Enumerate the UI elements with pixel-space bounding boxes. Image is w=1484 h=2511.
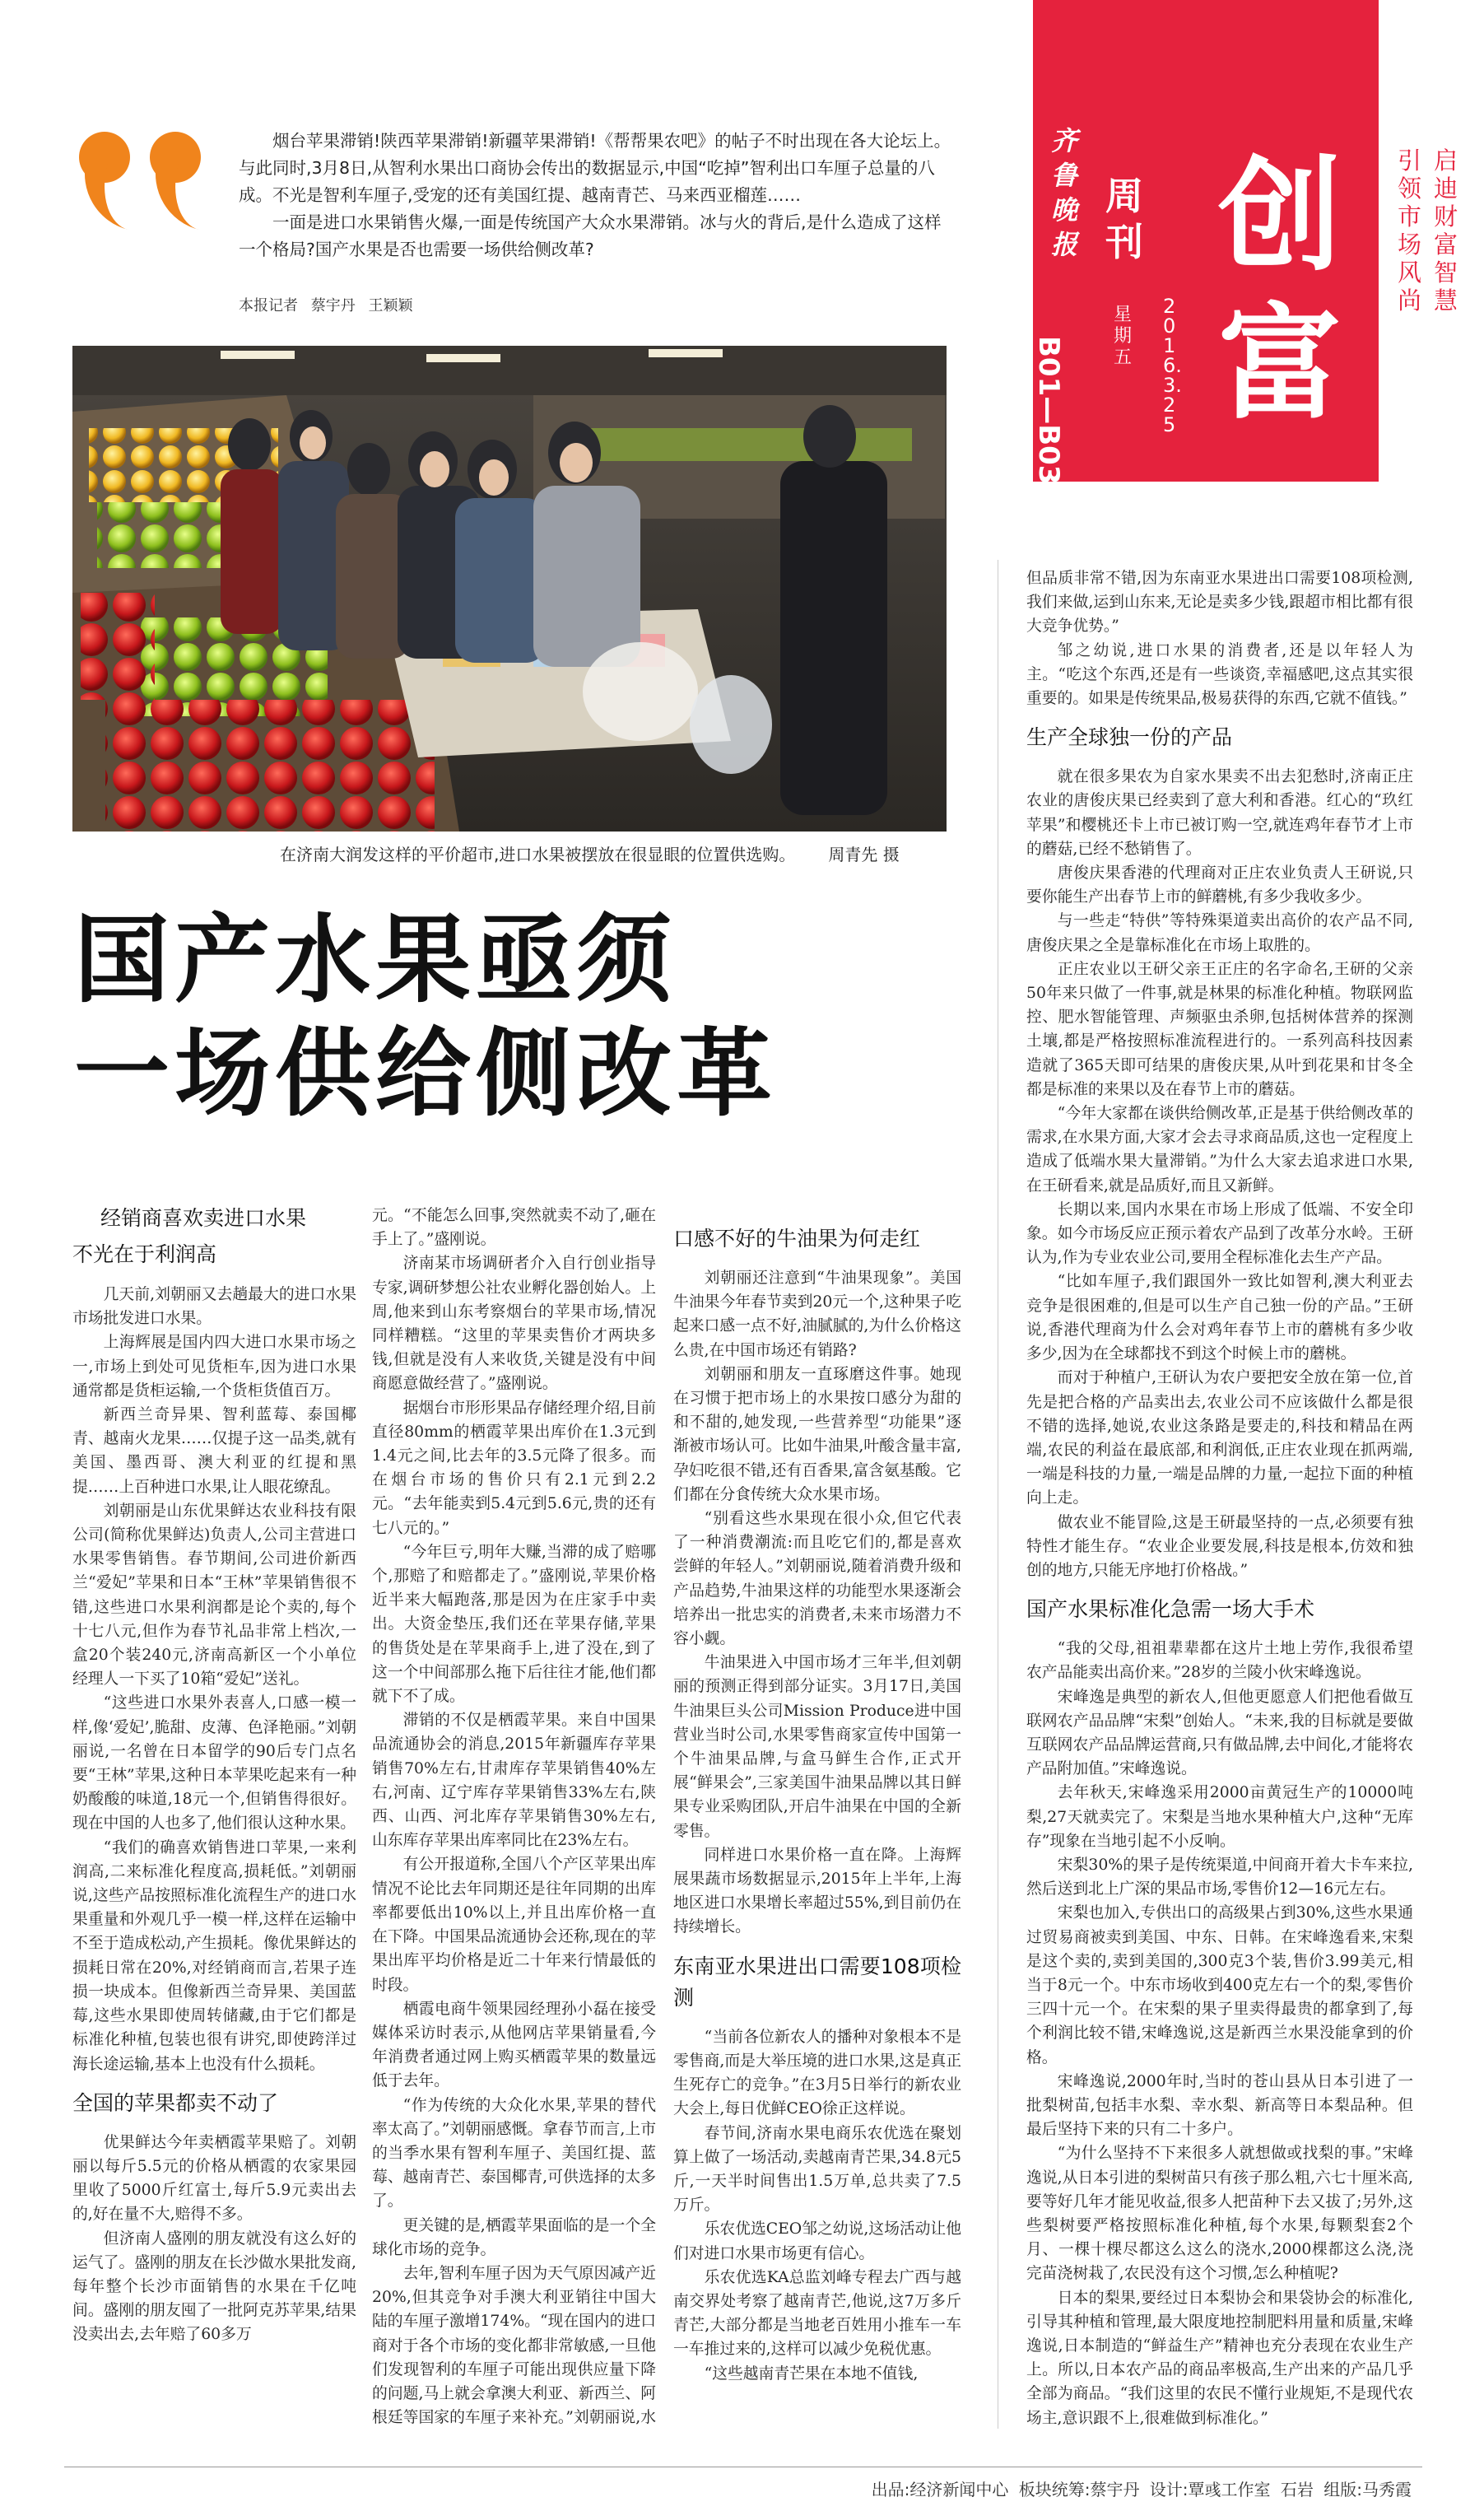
section-subhead: 不光在于利润高 bbox=[72, 1242, 217, 1266]
paragraph: 几天前,刘朝丽又去趟最大的进口水果市场批发进口水果。 bbox=[72, 1286, 356, 1328]
paragraph: “今年巨亏,明年大赚,当滞的成了赔哪个,那赔了和赔都走了。”盛刚说,苹果价格近半来大幅跑落,那是因为在庄家手中卖出。大资金垫压,我们还在苹果存储,苹果的售货处是在苹果商手上,进了没在,到了这一个中间部那么拖下后往往才能,他们都就下不了成。 bbox=[372, 1543, 656, 1706]
paragraph: 刘朝丽和朋友一直琢磨这件事。她现在习惯于把市场上的水果按口感分为甜的和不甜的,她发现,一些营养型“功能果”逐渐被市场认可。比如牛油果,叶酸含量丰富,孕妇吃很不错,还有百香果,富含氨基酸。它们都在分食传统大众水果市场。 bbox=[673, 1365, 961, 1503]
paragraph bbox=[1026, 2430, 1413, 2431]
paragraph: 宋梨也加入,专供出口的高级果占到30%,这些水果通过贸易商被卖到美国、中东、日韩。在宋峰逸看来,宋梨是这个卖的,卖到美国的,300克3个装,售价3.99美元,相当于8元一个。中东市场收到400克左右一个的梨,零售价三四十元一个。在宋梨的果子里卖得最贵的都拿到了,每个利润比较不错,宋峰逸说,这是新西兰水果没能拿到的价格。 bbox=[1026, 1904, 1413, 2066]
issue-date: 2016.3.25 bbox=[1163, 295, 1182, 436]
paragraph: 乐农优选CEO邹之幼说,这场活动让他们对进口水果市场更有信心。 bbox=[673, 2220, 961, 2262]
section-heading: 口感不好的牛油果为何走红 bbox=[673, 1227, 921, 1251]
paragraph: 日本的梨果,要经过日本梨协会和果袋协会的标准化,引导其种植和管理,最大限度地控制肥料用量和质量,宋峰逸说,日本制造的“鲜益生产”精神也充分表现在农业生产上。所以,日本农产品的商品率极高,生产出来的产品几乎全部为商品。“我们这里的农民不懂行业规矩,不是现代农场主,意识跟不上,很难做到标准化。” bbox=[1026, 2289, 1413, 2427]
section-heading: 全国的苹果都卖不动了 bbox=[72, 2090, 279, 2115]
paragraph: 而对于种植户,王研认为农户要把安全放在第一位,首先是把合格的产品卖出去,农业公司不应该做什么都是很不错的选择,她说,农业这条路是要走的,科技和精品在两端,农民的利益在最底部,和利润低,正庄农业现在抓两端,一端是科技的力量,一端是品牌的力量,一起拉下面的种植向上走。 bbox=[1026, 1369, 1413, 1507]
paragraph: 更关键的是,栖霞苹果面临的是一个全球化市场的竞争。 bbox=[372, 2216, 656, 2258]
paragraph: “作为传统的大众化水果,苹果的替代率太高了。”刘朝丽感慨。拿春节而言,上市的当季水果有智利车厘子、美国红提、蓝莓、越南青芒、泰国椰青,可供选择的太多了。 bbox=[372, 2096, 656, 2211]
paragraph: “别看这些水果现在很小众,但它代表了一种消费潮流:而且吃它们的,都是喜欢尝鲜的年轻人。”刘朝丽说,随着消费升级和产品趋势,牛油果这样的功能型水果逐渐会培养出一批忠实的消费者,未来市场潜力不容小觑。 bbox=[673, 1510, 961, 1648]
supermarket-photo bbox=[72, 346, 947, 832]
section-title: 创富 bbox=[1217, 143, 1342, 436]
paragraph: “我的父母,祖祖辈辈都在这片土地上劳作,我很希望农产品能卖出高价来。”28岁的兰陵小伙宋峰逸说。 bbox=[1026, 1640, 1413, 1682]
paragraph: 正庄农业以王研父亲王正庄的名字命名,王研的父亲50年来只做了一件事,就是林果的标准化种植。物联网监控、肥水智能管理、声频驱虫杀卵,包括树体营养的探测土壤,都是严格按照标准流程进行的。一系列高科技因素造就了365天即可结果的唐俊庆果,从叶到花果和甘冬全都是标准的来果以及在春节上市的蘑菇。 bbox=[1026, 960, 1413, 1098]
page-footer bbox=[0, 2467, 1484, 2511]
paragraph: 刘朝丽是山东优果鲜达农业科技有限公司(简称优果鲜达)负责人,公司主营进口水果零售销售。春节期间,公司进价新西兰“爱妃”苹果和日本“王林”苹果销售很不错,这些进口水果利润都是论个卖的,每个十七八元,但作为春节礼品非常上档次,一盒20个装240元,济南高新区一个小单位经理人一下买了10箱“爱妃”送礼。 bbox=[72, 1502, 356, 1689]
section-heading: 国产水果标准化急需一场大手术 bbox=[1026, 1597, 1315, 1622]
section-kicker: 经销商喜欢卖进口水果 bbox=[100, 1206, 307, 1230]
paragraph: “当前各位新农人的播种对象根本不是零售商,而是大举压境的进口水果,这是真正生死存亡的竞争。”在3月5日举行的新农业大会上,每日优鲜CEO徐正这样说。 bbox=[673, 2028, 961, 2118]
paragraph: 牛油果进入中国市场才三年半,但刘朝丽的预测正得到部分证实。3月17日,美国牛油果巨头公司Mission Produce进中国营业当时公司,水果零售商家宣传中国第一个牛油果品牌,与盒马鲜生合作,正式开展“鲜果会”,三家美国牛油果品牌以其日鲜果专业采购团队,开启牛油果在中国的全新零售。 bbox=[673, 1654, 961, 1840]
section-masthead bbox=[1032, 0, 1379, 485]
paragraph: 上海辉展是国内四大进口水果市场之一,市场上到处可见货柜车,因为进口水果通常都是货柜运输,一个货柜货值百万。 bbox=[72, 1334, 356, 1400]
paragraph: “今年大家都在谈供给侧改革,正是基于供给侧改革的需求,在水果方面,大家才会去寻求商品质,这也一定程度上造成了低端水果大量滞销。”为什么大家去追求进口水果,在王研看来,就是品质好,而且又新鲜。 bbox=[1026, 1105, 1413, 1195]
paragraph: “为什么坚持不下来很多人就想做或找梨的事。”宋峰逸说,从日本引进的梨树苗只有孩子那么粗,六七十厘米高,要等好几年才能见收益,很多人把苗种下去又拔了;另外,这些梨树要严格按照标准化种植,每个水果,每颗梨套2个月、一棵十棵尽都这么这么的浇水,2000棵都这么浇,浇完苗浇树栽了,农民没有这个习惯,怎么种植呢? bbox=[1026, 2145, 1413, 2283]
paragraph: 刘朝丽还注意到“牛油果现象”。美国牛油果今年春节卖到20元一个,这种果子吃起来口感一点不好,油腻腻的,为什么价格这么贵,在中国市场还有销路? bbox=[673, 1269, 961, 1359]
paragraph: 去年,智利车厘子因为天气原因减产近20%,但其竞争对手澳大利亚销往中国大陆的车厘子激增174%。“现在国内的进口商对于各个市场的变化都非常敏感,一旦他们发现智利的车厘子可能出现供应量下降的问题,马上就会拿澳大利亚、新西兰、阿根廷等国家的车厘子来补充。”刘朝丽说,水 bbox=[372, 2264, 656, 2427]
paragraph: “这些越南青芒果在本地不值钱, bbox=[704, 2364, 919, 2383]
slogan-line-1: 引领市场风尚 bbox=[1398, 147, 1422, 314]
paragraph: 同样进口水果价格一直在降。上海辉展果蔬市场数据显示,2015年上半年,上海地区进口水果增长率超过55%,到目前仍在持续增长。 bbox=[673, 1846, 961, 1936]
paragraph: 就在很多果农为自家水果卖不出去犯愁时,济南正庄农业的唐俊庆果已经卖到了意大利和香港。红心的“玖红苹果”和樱桃还卡上市已被订购一空,就连鸡年春节才上市的蘑菇,已经不愁销售了。 bbox=[1026, 768, 1413, 858]
headline-line-1: 国产水果亟须 bbox=[74, 905, 677, 1016]
article-column-3 bbox=[673, 1204, 961, 2429]
paragraph: “这些进口水果外表喜人,口感一模一样,像‘爱妃’,脆甜、皮薄、色泽艳丽。”刘朝丽说,一名曾在日本留学的90后专门点名要“王林”苹果,这种日本苹果吃起来有一种奶酸酸的味道,18元一个,但销售得很好。现在中国的人也多了,他们很认这种水果。 bbox=[72, 1694, 356, 1833]
paragraph: 栖霞电商牛领果园经理孙小磊在接受媒体采访时表示,从他网店苹果销量看,今年消费者通过网上购买栖霞苹果的数量远低于去年。 bbox=[372, 2000, 656, 2090]
paragraph: 但品质非常不错,因为东南亚水果进出口需要108项检测,我们来做,运到山东来,无论是卖多少钱,跟超市相比都有很大竞争优势。” bbox=[1026, 570, 1413, 636]
newspaper-logo: 齐鲁晚报 bbox=[1051, 125, 1078, 260]
paragraph: 宋峰逸是典型的新农人,但他更愿意人们把他看做互联网农产品品牌“宋梨”创始人。“未来,我的目标就是要做互联网农产品品牌运营商,只有做品牌,去中间化,才能将农产品附加值。”宋峰逸说。 bbox=[1026, 1688, 1413, 1778]
fruit-shoppers-image bbox=[72, 346, 947, 832]
page-range: B01—B03 bbox=[1032, 336, 1065, 485]
photo-credit: 周青先 摄 bbox=[828, 845, 900, 864]
lead-paragraph: 一面是进口水果销售火爆,一面是传统国产大众水果滞销。冰与火的背后,是什么造成了这样一个格局?国产水果是否也需要一场供给侧改革? bbox=[239, 212, 942, 259]
headline bbox=[74, 904, 979, 1131]
section-heading: 生产全球独一份的产品 bbox=[1026, 725, 1233, 750]
byline: 本报记者 蔡宇丹 王颖颖 bbox=[239, 297, 413, 314]
caption-text: 在济南大润发这样的平价超市,进口水果被摆放在很显眼的位置供选购。 bbox=[280, 845, 796, 864]
article-column-1 bbox=[72, 1204, 356, 2429]
paragraph: 与一些走“特供”等特殊渠道卖出高价的农产品不同,唐俊庆果之全是靠标准化在市场上取胜的。 bbox=[1026, 912, 1413, 954]
paragraph: “我们的确喜欢销售进口苹果,一来利润高,二来标准化程度高,损耗低。”刘朝丽说,这些产品按照标准化流程生产的进口水果重量和外观几乎一模一样,这样在运输中不至于造成松动,产生损耗。像优果鲜达的损耗日常在20%,对经销商而言,若果子连损一块成本。但像新西兰奇异果、美国蓝莓,这些水果即使周转储藏,由于它们都是标准化种植,包装也很有讲究,即使跨洋过海长途运输,基本上也没有什么损耗。 bbox=[72, 1838, 356, 2073]
paragraph: 宋峰逸说,2000年时,当时的苍山县从日本引进了一批梨树苗,包括丰水梨、幸水梨、新高等日本梨品种。但最后坚持下来的只有二十多户。 bbox=[1026, 2072, 1413, 2139]
paragraph: 长期以来,国内水果在市场上形成了低端、不安全印象。如今市场反应正预示着农产品到了改革分水岭。王研认为,作为专业农业公司,要用全程标准化去生产产品。 bbox=[1026, 1200, 1413, 1267]
paragraph: 优果鲜达今年卖栖霞苹果赔了。刘朝丽以每斤5.5元的价格从栖霞的农家果园里收了5000斤红富士,每斤5.9元卖出去的,好在量不大,赔得不多。 bbox=[72, 2133, 356, 2224]
article-column-2 bbox=[372, 1204, 656, 2429]
section-heading: 东南亚水果进出口需要108项检测 bbox=[673, 1954, 961, 2010]
quote-mark-icon bbox=[64, 132, 204, 239]
paragraph: 但济南人盛刚的朋友就没有这么好的运气了。盛刚的朋友在长沙做水果批发商,每年整个长沙市面销售的水果在千亿吨间。盛刚的朋友囤了一批阿克苏苹果,结果没卖出去,去年赔了60多万 bbox=[72, 2229, 356, 2344]
paragraph: 济南某市场调研者介入自行创业指导专家,调研梦想公社农业孵化器创始人。上周,他来到山东考察烟台的苹果市场,情况同样糟糕。“这里的苹果卖售价才两块多钱,但就是没有人来收货,关键是没有中间商愿意做经营了。”盛刚说。 bbox=[372, 1255, 656, 1393]
paragraph: 春节间,济南水果电商乐农优选在聚划算上做了一场活动,卖越南青芒果,34.8元5斤,一天半时间售出1.5万单,总共卖了7.5万斤。 bbox=[673, 2124, 961, 2215]
paragraph: 邹之幼说,进口水果的消费者,还是以年轻人为主。“吃这个东西,还是有一些谈资,幸福感吧,这点其实很重要的。如果是传统果品,极易获得的东西,它就不值钱。” bbox=[1026, 641, 1413, 708]
paragraph: 有公开报道称,全国八个产区苹果出库情况不论比去年同期还是往年同期的出库率都要低出10%以上,并且出库价格一直在下降。中国果品流通协会还称,现在的苹果出库平均价格是近二十年来行情最低的时段。 bbox=[372, 1856, 656, 1994]
paragraph: 新西兰奇异果、智利蓝莓、泰国椰青、越南火龙果……仅提子这一品类,就有美国、墨西哥、澳大利亚的红提和黑提……上百种进口水果,让人眼花缭乱。 bbox=[72, 1406, 356, 1496]
paragraph: 元。“不能怎么回事,突然就卖不动了,砸在手上了。”盛刚说。 bbox=[372, 1207, 656, 1249]
paragraph: 宋梨30%的果子是传统渠道,中间商开着大卡车来拉,然后送到北上广深的果品市场,零售价12—16元左右。 bbox=[1026, 1856, 1413, 1898]
photo-caption bbox=[280, 841, 900, 865]
paragraph: 滞销的不仅是栖霞苹果。来自中国果品流通协会的消息,2015年新疆库存苹果销售70%左右,甘肃库存苹果销售40%左右,河南、辽宁库存苹果销售33%左右,陕西、山西、河北库存苹果销售30%左右,山东库存苹果出库率同比在23%左右。 bbox=[372, 1712, 656, 1850]
paragraph: 乐农优选KA总监刘峰专程去广西与越南交界处考察了越南青芒,他说,这7万多斤青芒,大部分都是当地老百姓用小推车一车一车推过来的,这样可以减少免税优惠。 bbox=[673, 2268, 961, 2359]
paragraph: 唐俊庆果香港的代理商对正庄农业负责人王研说,只要你能生产出春节上市的鲜蘑桃,有多少我收多少。 bbox=[1026, 864, 1413, 906]
paragraph: 做农业不能冒险,这是王研最坚持的一点,必须要有独特性才能生存。“农业企业要发展,科技是根本,仿效和独创的地方,只能无序地打价格战。” bbox=[1026, 1513, 1413, 1579]
paragraph: 去年秋天,宋峰逸采用2000亩黄冠生产的10000吨梨,27天就卖完了。宋梨是当地水果种植大户,这种“无库存”现象在当地引起不小反响。 bbox=[1026, 1784, 1413, 1850]
weekly-label: 周刊 bbox=[1105, 174, 1143, 264]
footer-credits: 出品:经济新闻中心 板块统筹:蔡宇丹 设计:覃彧工作室 石岩 组版:马秀霞 bbox=[871, 2480, 1412, 2499]
article-column-4 bbox=[1026, 566, 1413, 2431]
paragraph: 据烟台市形形果品存储经理介绍,目前直径80mm的栖霞苹果出库价在1.3元到1.4元之间,比去年的3.5元降了很多。而在烟台市场的售价只有2.1元到2.2元。“去年能卖到5.4元到5.6元,贵的还有七八元的。” bbox=[372, 1399, 656, 1537]
lead-paragraph: 烟台苹果滞销!陕西苹果滞销!新疆苹果滞销!《帮帮果农吧》的帖子不时出现在各大论坛上。与此同时,3月8日,从智利水果出口商协会传出的数据显示,中国“吃掉”智利出口车厘子总量的八成。不光是智利车厘子,受宠的还有美国红提、越南青芒、马来西亚榴莲…… bbox=[239, 131, 951, 205]
slogan-line-2: 启迪财富智慧 bbox=[1434, 147, 1458, 314]
paragraph: “比如车厘子,我们跟国外一致比如智利,澳大利亚去竞争是很困难的,但是可以生产自己独一份的产品。”王研说,香港代理商为什么会对鸡年春节上市的蘑桃有多少收多少,因为在全球都找不到这个时候上市的蘑桃。 bbox=[1026, 1273, 1413, 1363]
article-lead bbox=[239, 128, 955, 263]
headline-line-2: 一场供给侧改革 bbox=[74, 1018, 777, 1130]
weekday-label: 星期五 bbox=[1114, 305, 1133, 368]
